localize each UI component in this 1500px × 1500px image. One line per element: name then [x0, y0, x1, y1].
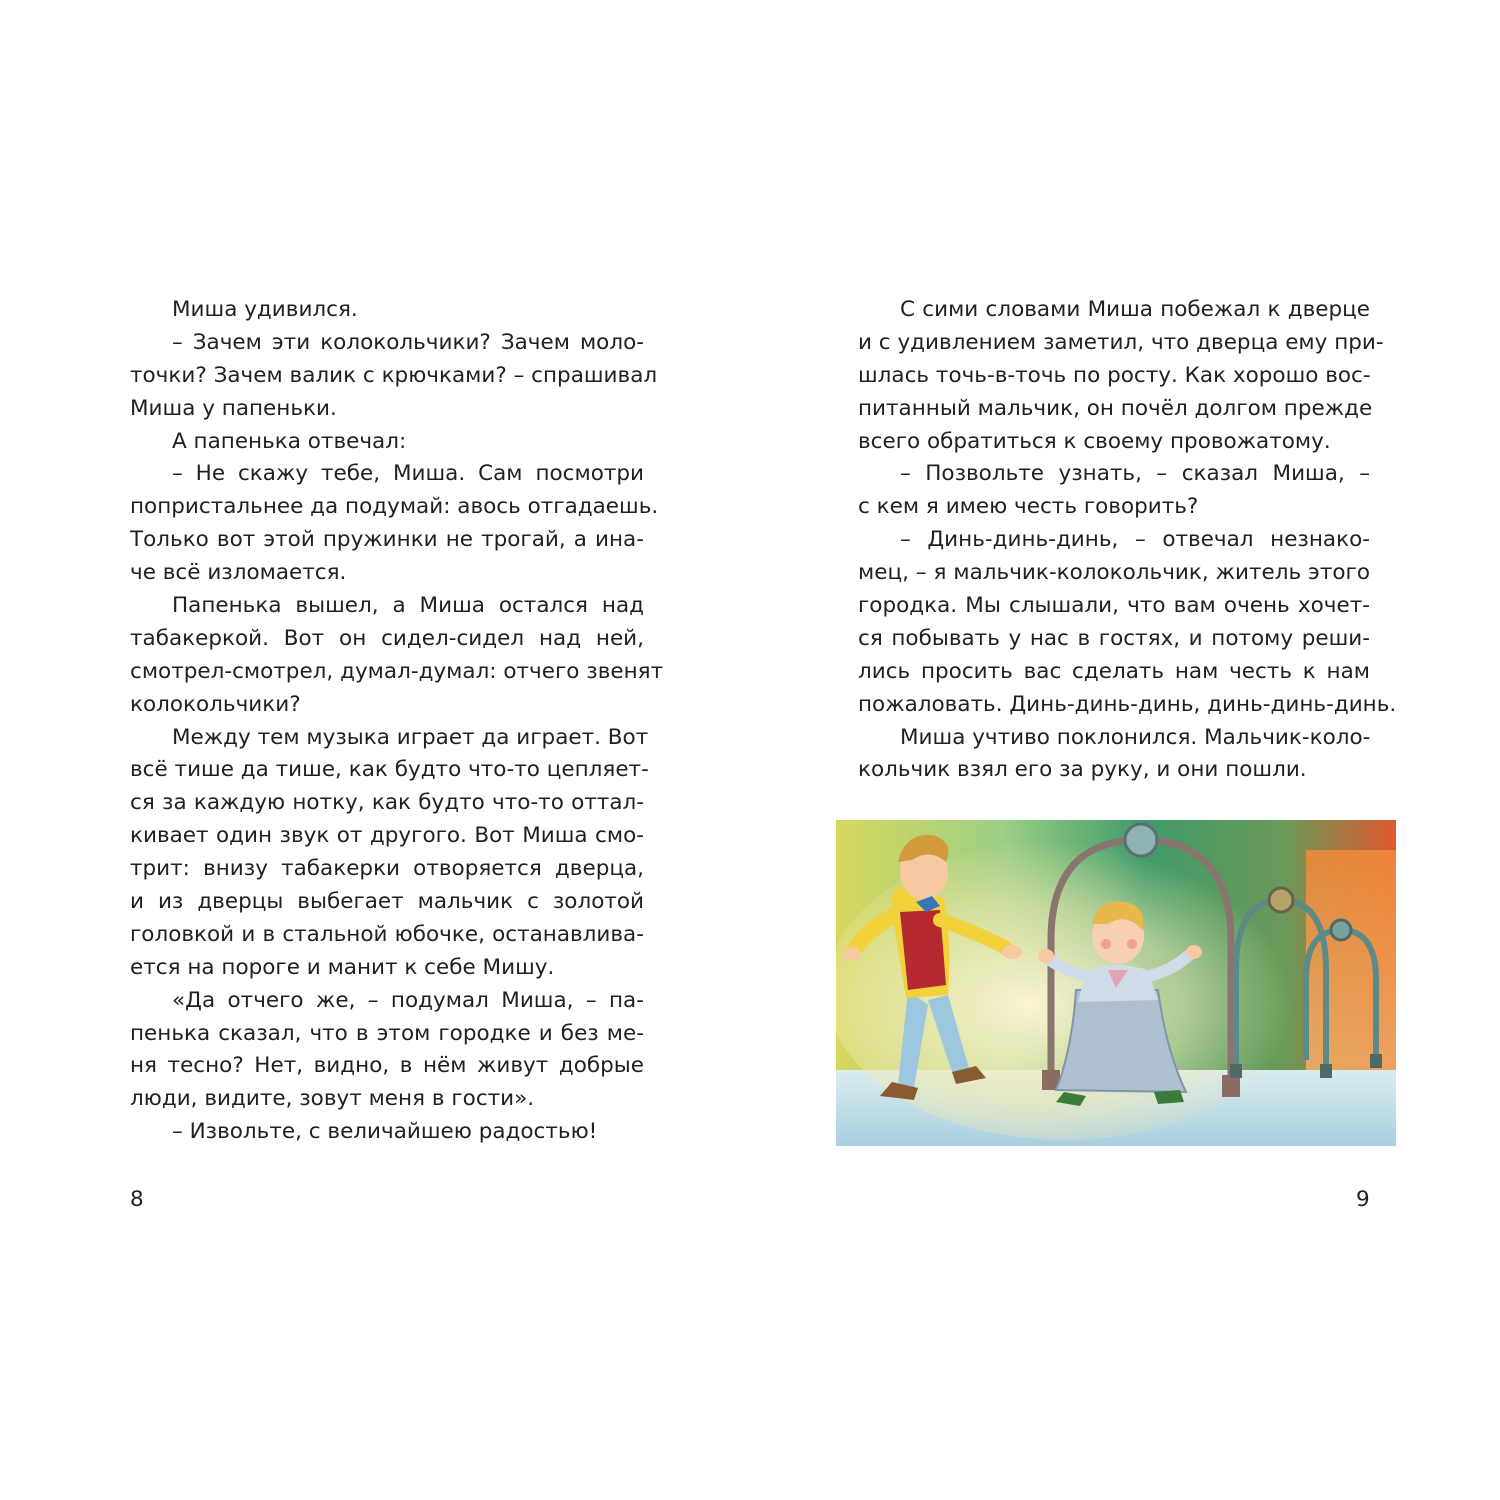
page-number-left: 8 — [130, 1187, 144, 1212]
gear-mid-icon — [1269, 888, 1293, 912]
text-line: Миша у папеньки. — [130, 395, 337, 421]
text-line: всего обратиться к своему провожатому. — [858, 428, 1331, 454]
text-line: головкой и в стальной юбочке, останавлива- — [130, 921, 644, 947]
arch-foot-back3 — [1370, 1054, 1382, 1068]
text-line: и с удивлением заметил, что дверца ему при- — [858, 329, 1384, 355]
text-line: – Позвольте узнать, – сказал Миша, – — [900, 461, 1370, 487]
illustration — [836, 820, 1396, 1146]
arch-foot-back2 — [1320, 1064, 1332, 1078]
text-line: точки? Зачем валик с крючками? – спрашивал — [130, 362, 658, 388]
right-page-text — [858, 294, 1397, 787]
text-line: Миша удивился. — [172, 297, 358, 322]
text-line: ня тесно? Нет, видно, в нём живут добрые — [130, 1053, 644, 1079]
text-line: пожаловать. Динь-динь-динь, динь-динь-динь. — [858, 691, 1397, 717]
text-line: кольчик взял его за руку, и они пошли. — [858, 757, 1307, 783]
text-line: люди, видите, зовут меня в гости». — [130, 1086, 535, 1112]
text-line: попристальнее да подумай: авось отгадаешь. — [130, 494, 659, 520]
text-line: ется на пороге и манит к себе Мишу. — [130, 954, 555, 980]
text-line: Между тем музыка играет да играет. Вот — [172, 724, 649, 750]
gear-top-icon — [1125, 824, 1157, 856]
page-number-right: 9 — [1356, 1187, 1370, 1212]
text-line: шлась точь-в-точь по росту. Как хорошо вос- — [858, 362, 1371, 388]
text-line: питанный мальчик, он почёл долгом прежде — [858, 395, 1373, 421]
text-line: «Да отчего же, – подумал Миша, – па- — [172, 987, 644, 1013]
text-line: табакеркой. Вот он сидел-сидел над ней, — [130, 625, 644, 651]
text-line: с кем я имею честь говорить? — [858, 494, 1199, 520]
text-line: Папенька вышел, а Миша остался над — [172, 593, 644, 619]
text-line: трит: внизу табакерки отворяется дверца, — [130, 856, 644, 882]
text-line: пенька сказал, что в этом городке и без ме- — [130, 1020, 644, 1046]
left-page-text — [130, 294, 664, 1149]
illustration-red-wall — [1306, 850, 1396, 1090]
text-line: кивает один звук от другого. Вот Миша смо- — [130, 823, 644, 849]
text-line: колокольчики? — [130, 691, 301, 717]
text-line: всё тише да тише, как будто что-то цепляет- — [130, 757, 649, 783]
text-line: смотрел-смотрел, думал-думал: отчего звенят — [130, 658, 664, 684]
gear-right-icon — [1331, 920, 1351, 940]
arch-foot-back1 — [1230, 1064, 1242, 1078]
text-line: и из дверцы выбегает мальчик с золотой — [130, 889, 644, 915]
text-line: А папенька отвечал: — [172, 428, 407, 454]
text-line: – Динь-динь-динь, – отвечал незнако- — [900, 527, 1370, 553]
text-line: – Зачем эти колокольчики? Зачем моло- — [172, 329, 644, 355]
text-line: Только вот этой пружинки не трогай, а ина- — [130, 527, 644, 553]
text-line: че всё изломается. — [130, 560, 347, 586]
text-line: Миша учтиво поклонился. Мальчик-коло- — [900, 724, 1371, 750]
text-line: мец, – я мальчик-колокольчик, житель этого — [858, 560, 1370, 586]
text-line: С сими словами Миша побежал к дверце — [900, 297, 1370, 322]
text-line: ся побывать у нас в гостях, и потому реши- — [858, 625, 1370, 651]
arch-foot-right — [1222, 1075, 1240, 1097]
text-line: городка. Мы слышали, что вам очень хочет- — [858, 593, 1370, 619]
text-line: – Извольте, с величайшею радостью! — [172, 1119, 598, 1145]
text-line: ся за каждую нотку, как будто что-то оттал- — [130, 790, 644, 816]
text-line: – Не скажу тебе, Миша. Сам посмотри — [172, 461, 644, 487]
text-line: лись просить вас сделать нам честь к нам — [858, 658, 1370, 684]
